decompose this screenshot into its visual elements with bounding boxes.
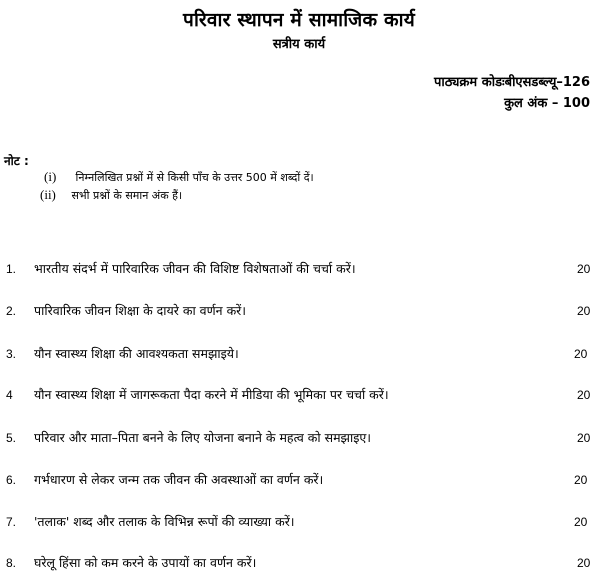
- question-text: पारिवारिक जीवन शिक्षा के दायरे का वर्णन करें।: [34, 303, 247, 318]
- question-number: 7.: [6, 515, 17, 529]
- question-number: 3.: [6, 347, 17, 361]
- note-item-number: (i): [44, 169, 57, 184]
- question-number: 8.: [6, 556, 17, 570]
- question-number: 6.: [6, 473, 17, 487]
- question-number: 2.: [6, 304, 17, 318]
- question-marks: 20: [577, 262, 591, 276]
- note-item-text: निम्नलिखित प्रश्नों में से किसी पाँच के उत्तर 500 में शब्दों दें।: [75, 171, 314, 184]
- note-item: [40, 187, 182, 203]
- question-text: परिवार और माता–पिता बनने के लिए योजना बनाने के महत्व को समझाइए।: [34, 430, 372, 445]
- document-title: परिवार स्थापन में सामाजिक कार्य: [183, 9, 415, 31]
- note-label: नोट :: [4, 154, 29, 168]
- note-item: [44, 169, 314, 185]
- question-marks: 20: [574, 473, 588, 487]
- course-code: पाठ्यक्रम कोडःबीएसडब्ल्यू–126: [434, 75, 590, 90]
- note-item-number: (ii): [40, 187, 56, 202]
- question-marks: 20: [574, 347, 588, 361]
- question-text: घरेलू हिंसा को कम करने के उपायों का वर्णन करें।: [34, 555, 257, 570]
- question-number: 5.: [6, 431, 17, 445]
- question-marks: 20: [574, 515, 588, 529]
- note-item-text: सभी प्रश्नों के समान अंक हैं।: [71, 189, 183, 202]
- document-subtitle: सत्रीय कार्य: [272, 37, 326, 52]
- question-marks: 20: [577, 304, 591, 318]
- question-text: यौन स्वास्थ्य शिक्षा में जागरूकता पैदा करने में मीडिया की भूमिका पर चर्चा करें।: [34, 387, 389, 402]
- question-marks: 20: [577, 388, 591, 402]
- question-marks: 20: [577, 556, 591, 570]
- question-text: भारतीय संदर्भ में पारिवारिक जीवन की विशिष्ट विशेषताओं की चर्चा करें।: [34, 261, 356, 276]
- total-marks: कुल अंक – 100: [504, 96, 590, 111]
- question-marks: 20: [577, 431, 591, 445]
- question-text: 'तलाक' शब्द और तलाक के विभिन्न रूपों की व्याख्या करें।: [34, 514, 295, 529]
- question-text: यौन स्वास्थ्य शिक्षा की आवश्यकता समझाइये।: [34, 346, 239, 361]
- question-text: गर्भधारण से लेकर जन्म तक जीवन की अवस्थाओं का वर्णन करें।: [34, 472, 324, 487]
- question-number: 4: [6, 388, 13, 402]
- question-number: 1.: [6, 262, 17, 276]
